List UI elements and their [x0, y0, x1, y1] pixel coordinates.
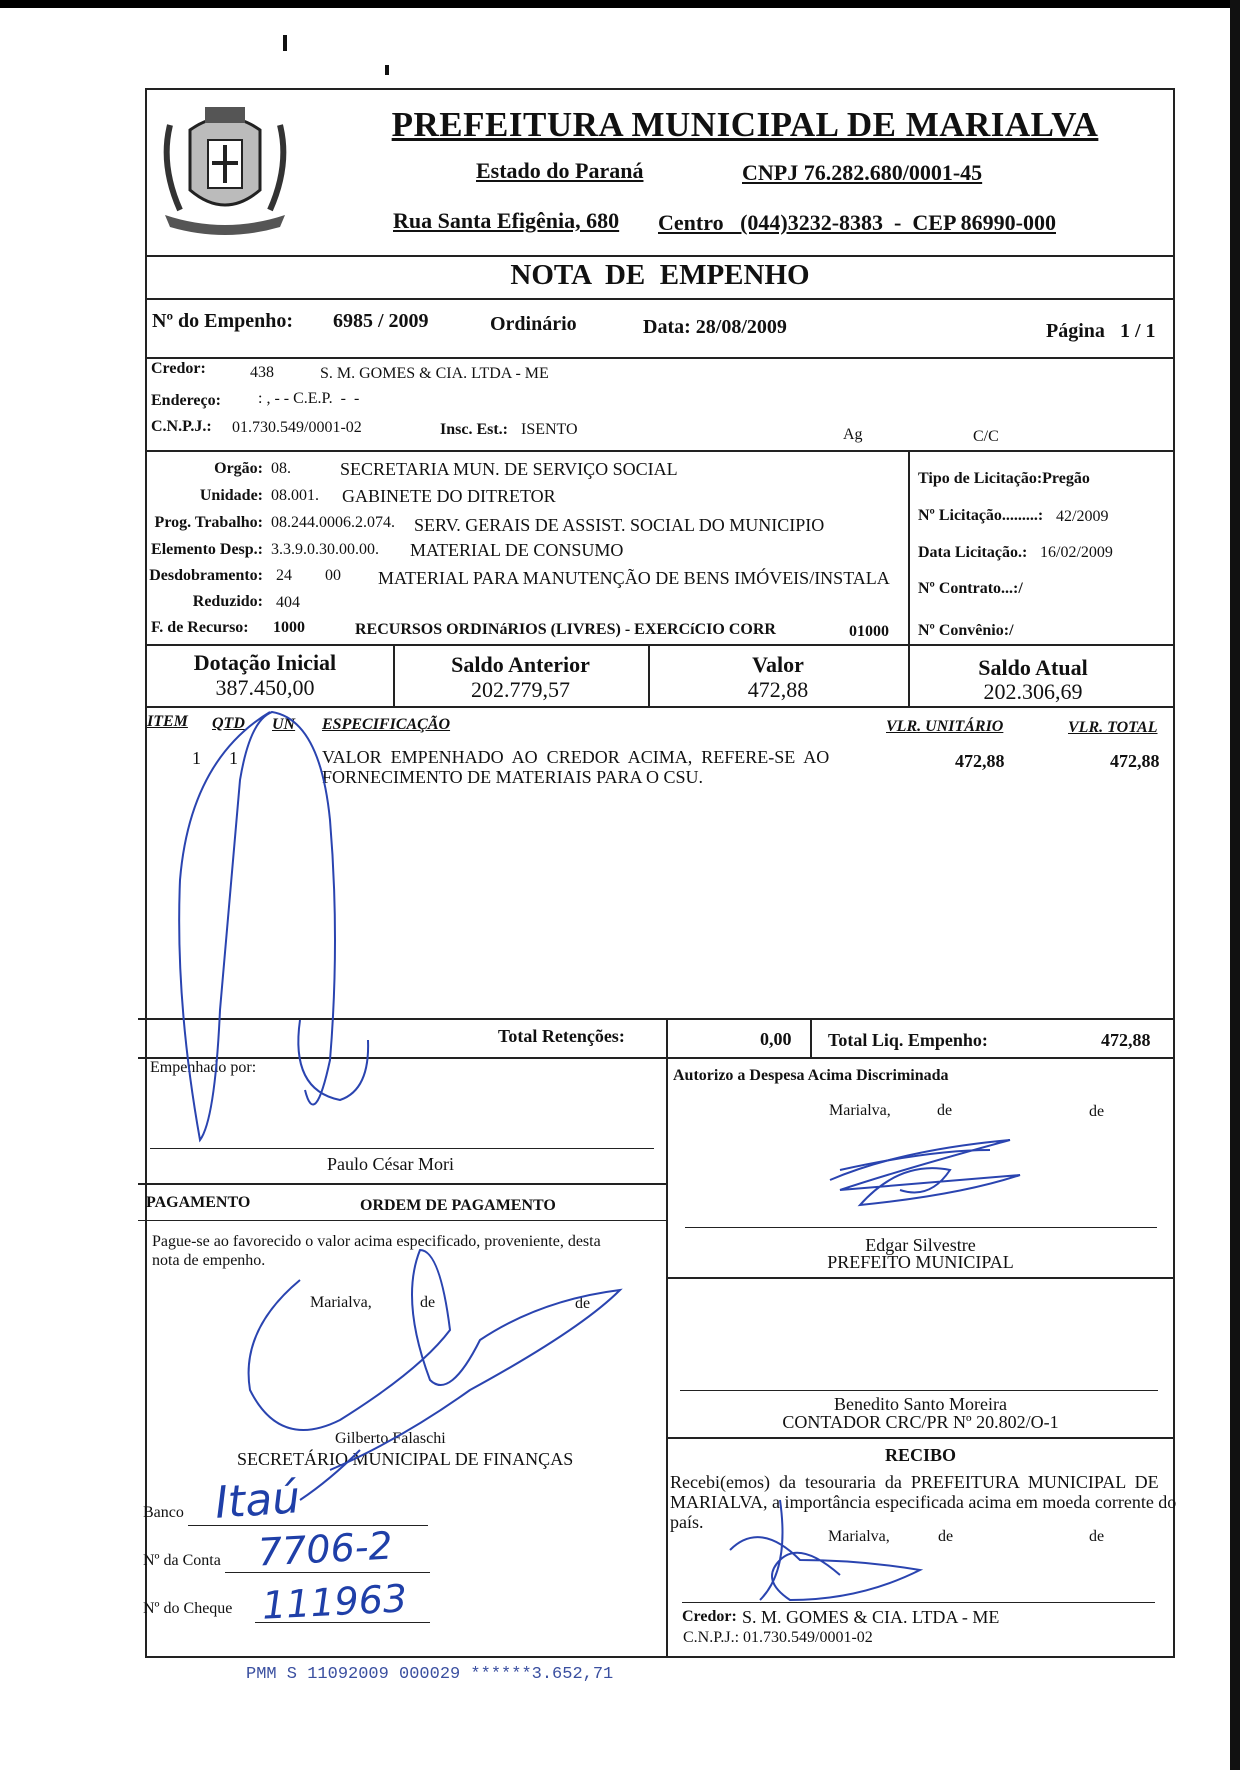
item-number: 1 — [192, 748, 201, 768]
street-address: Rua Santa Efigênia, 680 — [393, 208, 620, 233]
convenio: Nº Convênio:/ — [918, 622, 1014, 639]
page-number: 1 / 1 — [1120, 320, 1156, 342]
retencoes-value: 0,00 — [760, 1029, 792, 1049]
prefeito-title: PREFEITO MUNICIPAL — [827, 1252, 1014, 1272]
address-value: : , - - C.E.P. - - — [258, 390, 360, 407]
account-label: C/C — [973, 428, 999, 445]
valor: 472,88 — [747, 677, 809, 702]
col-spec-header: ESPECIFICAÇÃO — [322, 716, 451, 733]
licitacao-data: 16/02/2009 — [1040, 544, 1113, 561]
desdobramento-name: MATERIAL PARA MANUTENÇÃO DE BENS IMÓVEIS/INSTALA — [378, 568, 890, 588]
secretario-title: SECRETÁRIO MUNICIPAL DE FINANÇAS — [237, 1449, 574, 1469]
saldo-anterior: 202.779,57 — [471, 677, 570, 702]
credor-code: 438 — [250, 364, 274, 381]
col-un-header: UN — [272, 716, 296, 733]
pagamento-de-2: de — [575, 1295, 591, 1312]
desdobramento-label: Desdobramento: — [149, 567, 263, 584]
prefeito-name: Edgar Silvestre — [865, 1235, 976, 1255]
recibo-de-1: de — [938, 1528, 954, 1545]
insc-value: ISENTO — [521, 421, 578, 438]
pagamento-city: Marialva, — [310, 1294, 372, 1311]
address-label: Endereço: — [151, 392, 221, 409]
col-total-header: VLR. TOTAL — [1068, 719, 1158, 736]
item-spec-line2: FORNECIMENTO DE MATERIAIS PARA O CSU. — [322, 767, 704, 787]
credor-name: S. M. GOMES & CIA. LTDA - ME — [320, 365, 549, 382]
scan-speck — [283, 35, 287, 51]
autorizo-de-2: de — [1089, 1103, 1105, 1120]
page-label: Página — [1046, 320, 1105, 342]
licitacao-tipo: Tipo de Licitação:Pregão — [918, 470, 1090, 487]
liquido-label: Total Liq. Empenho: — [828, 1030, 988, 1050]
banco-label: Banco — [143, 1504, 184, 1521]
licitacao-data-label: Data Licitação.: — [918, 544, 1028, 561]
prog-label: Prog. Trabalho: — [154, 514, 263, 531]
licitacao-numero: 42/2009 — [1056, 508, 1109, 525]
page-title: PREFEITURA MUNICIPAL DE MARIALVA — [391, 105, 1099, 144]
recibo-text-line2: MARIALVA, a importância especificada acima em moeda corrente do — [670, 1492, 1177, 1512]
empenho-number: 6985 / 2009 — [333, 310, 429, 332]
contrato: Nº Contrato...:/ — [918, 580, 1023, 597]
empenho-type: Ordinário — [490, 313, 577, 335]
item-total-value: 472,88 — [1110, 751, 1160, 771]
autorizo-de-1: de — [937, 1102, 953, 1119]
recibo-credor-label: Credor: — [682, 1608, 737, 1625]
orgao-code: 08. — [271, 460, 291, 477]
licitacao-numero-label: Nº Licitação.........: — [918, 507, 1044, 524]
empenho-date: Data: 28/08/2009 — [643, 316, 787, 338]
scan-speck — [385, 65, 389, 75]
recibo-de-2: de — [1089, 1528, 1105, 1545]
contador-title: CONTADOR CRC/PR Nº 20.802/O-1 — [782, 1412, 1059, 1432]
insc-label: Insc. Est.: — [440, 421, 509, 438]
recibo-label: RECIBO — [884, 1445, 956, 1465]
ordem-pagamento-label: ORDEM DE PAGAMENTO — [360, 1197, 556, 1214]
desdobramento-sub: 00 — [325, 567, 341, 584]
col-item-header: ITEM — [147, 713, 188, 730]
pagamento-label: PAGAMENTO — [146, 1194, 251, 1211]
saldo-atual-label: Saldo Atual — [978, 655, 1088, 680]
recibo-text-line3: país. — [670, 1512, 704, 1532]
state-name: Estado do Paraná — [476, 158, 644, 183]
empenho-number-label: Nº do Empenho: — [152, 310, 294, 332]
cheque-value: 111963 — [260, 1576, 409, 1628]
conta-value: 7706-2 — [256, 1523, 394, 1575]
autorizo-city: Marialva, — [829, 1102, 891, 1119]
cnpj-label: C.N.P.J.: — [151, 418, 212, 435]
elemento-name: MATERIAL DE CONSUMO — [410, 540, 624, 560]
pague-text-line1: Pague-se ao favorecido o valor acima especificado, proveniente, desta — [152, 1233, 601, 1250]
item-unit-value: 472,88 — [955, 751, 1005, 771]
recurso-sub: 01000 — [849, 623, 889, 640]
dotacao-inicial-label: Dotação Inicial — [193, 650, 337, 675]
orgao-name: SECRETARIA MUN. DE SERVIÇO SOCIAL — [340, 459, 678, 479]
recurso-code: 1000 — [273, 619, 305, 636]
retencoes-label: Total Retenções: — [498, 1026, 625, 1046]
item-qty: 1 — [229, 748, 238, 768]
autorizo-text: Autorizo a Despesa Acima Discriminada — [673, 1067, 949, 1084]
credor-label: Credor: — [151, 360, 206, 377]
municipality-cnpj: CNPJ 76.282.680/0001-45 — [742, 160, 983, 185]
credor-cnpj: 01.730.549/0001-02 — [232, 419, 362, 436]
dotacao-inicial: 387.450,00 — [215, 675, 315, 700]
recurso-name: RECURSOS ORDINáRIOS (LIVRES) - EXERCíCIO CORR — [355, 621, 776, 638]
recibo-city: Marialva, — [828, 1528, 890, 1545]
secretario-name: Gilberto Falaschi — [335, 1430, 446, 1447]
desdobramento-code: 24 — [276, 567, 292, 584]
document-title: NOTA DE EMPENHO — [510, 259, 810, 291]
reduzido-value: 404 — [276, 594, 300, 611]
recurso-label: F. de Recurso: — [151, 619, 249, 636]
elemento-code: 3.3.9.0.30.00.00. — [271, 541, 379, 558]
col-unit-header: VLR. UNITÁRIO — [886, 718, 1004, 735]
unidade-label: Unidade: — [199, 487, 263, 504]
pagamento-de-1: de — [420, 1294, 436, 1311]
conta-label: Nº da Conta — [143, 1552, 221, 1569]
unidade-code: 08.001. — [271, 487, 319, 504]
pague-text-line2: nota de empenho. — [152, 1252, 266, 1269]
banco-value: Itaú — [213, 1472, 302, 1529]
valor-label: Valor — [752, 652, 804, 677]
contact-info: Centro (044)3232-8383 - CEP 86990-000 — [658, 210, 1056, 235]
recibo-text-line1: Recebi(emos) da tesouraria da PREFEITURA MUNICIPAL DE — [670, 1472, 1159, 1492]
orgao-label: Orgão: — [214, 460, 263, 477]
bank-stamp: PMM S 11092009 000029 ******3.652,71 — [246, 1665, 614, 1684]
reduzido-label: Reduzido: — [192, 593, 263, 610]
elemento-label: Elemento Desp.: — [151, 541, 263, 558]
agency-label: Ag — [843, 426, 863, 443]
recibo-credor-cnpj: C.N.P.J.: 01.730.549/0001-02 — [683, 1629, 873, 1646]
item-spec-line1: VALOR EMPENHADO AO CREDOR ACIMA, REFERE-SE AO — [322, 747, 830, 767]
contador-name: Benedito Santo Moreira — [834, 1394, 1007, 1414]
prog-code: 08.244.0006.2.074. — [271, 514, 395, 531]
prog-name: SERV. GERAIS DE ASSIST. SOCIAL DO MUNICIPIO — [414, 515, 825, 535]
empenhado-label: Empenhado por: — [150, 1059, 257, 1076]
col-qtd-header: QTD — [212, 715, 245, 732]
empenhado-name: Paulo César Mori — [327, 1154, 454, 1174]
saldo-atual: 202.306,69 — [983, 679, 1083, 704]
liquido-value: 472,88 — [1101, 1030, 1151, 1050]
unidade-name: GABINETE DO DITRETOR — [342, 486, 556, 506]
cheque-label: Nº do Cheque — [143, 1600, 233, 1617]
recibo-credor-name: S. M. GOMES & CIA. LTDA - ME — [742, 1607, 1000, 1627]
saldo-anterior-label: Saldo Anterior — [451, 652, 590, 677]
